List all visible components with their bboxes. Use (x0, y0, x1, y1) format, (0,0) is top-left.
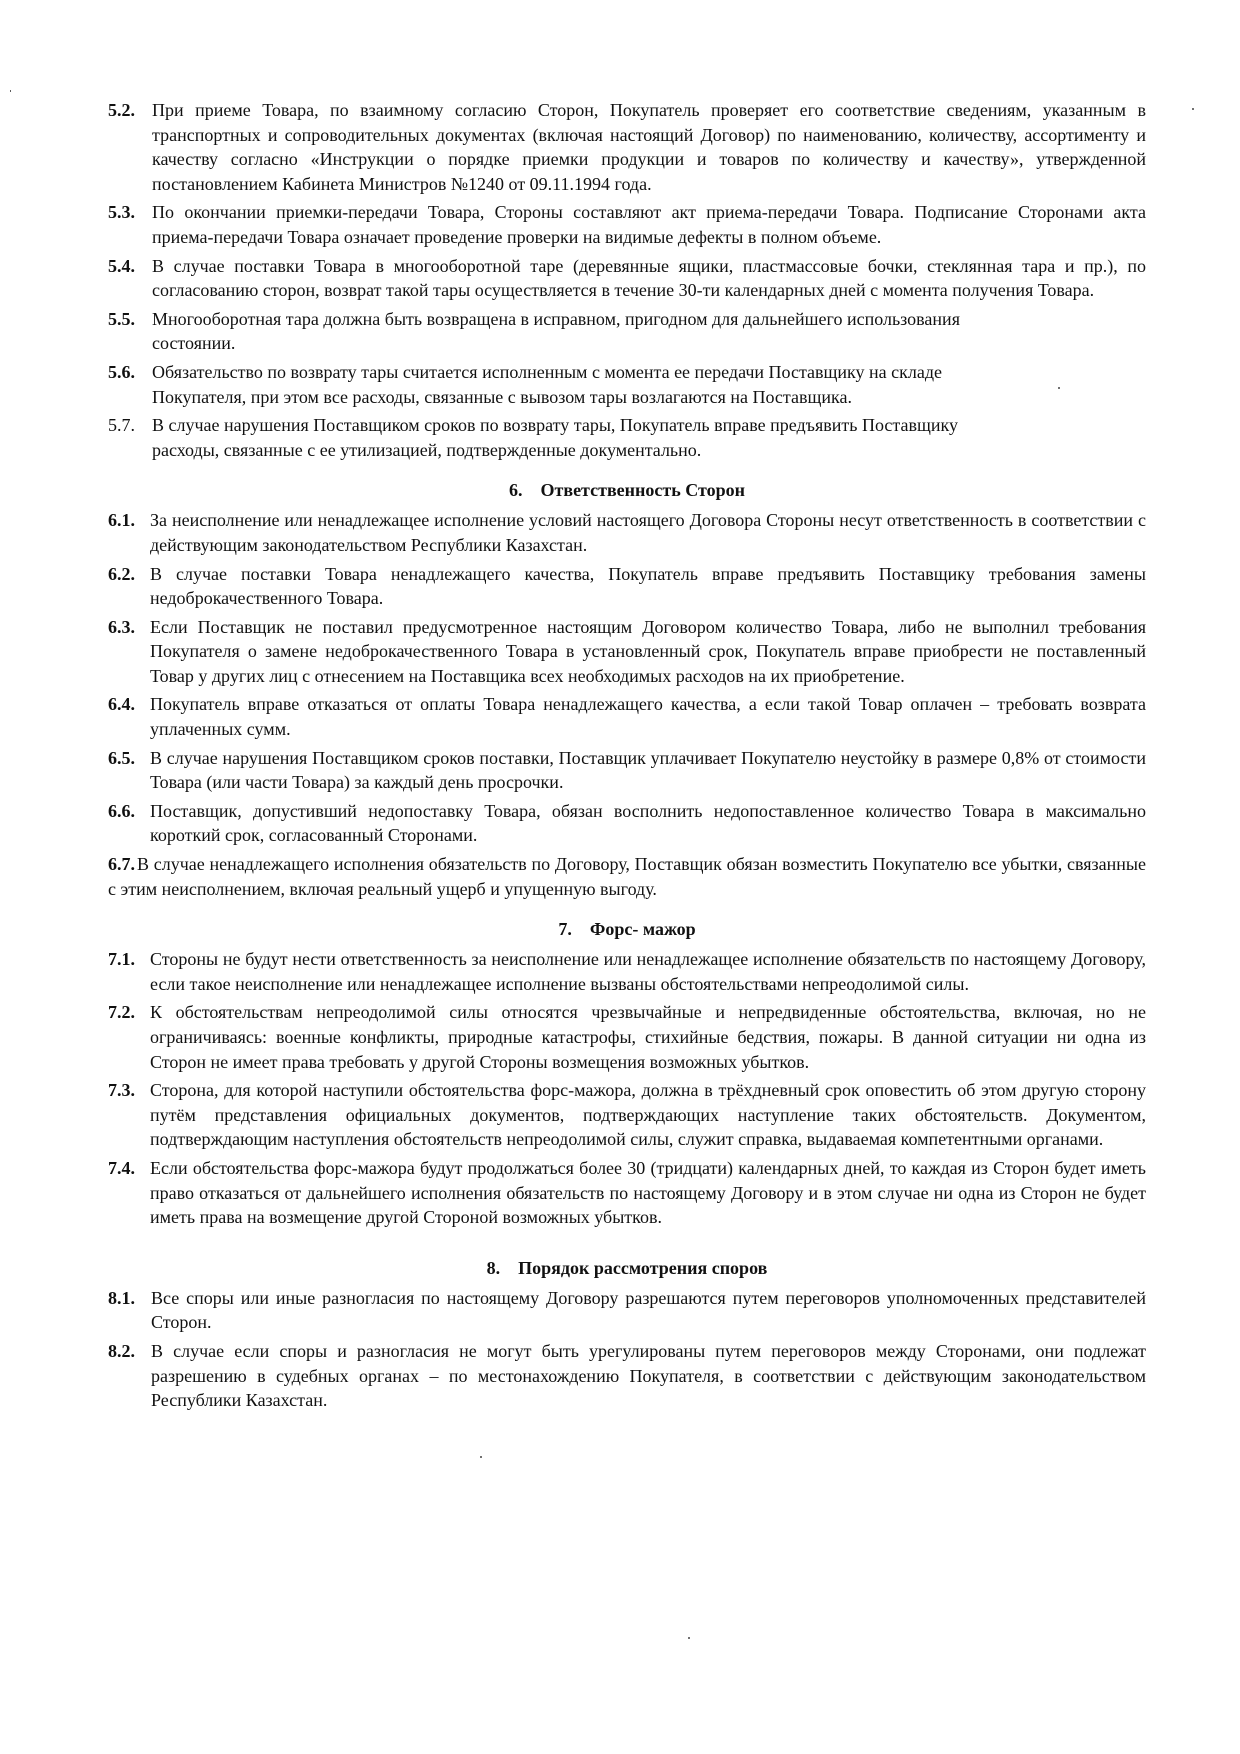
clause-number: 6.5. (108, 747, 135, 768)
scan-speck (1192, 108, 1194, 110)
clause-text: Поставщик, допустивший недопоставку Товара, обязан восполнить недопоставленное количество Товара в максимально короткий срок, согласованный Сторонами. (150, 800, 1146, 846)
section-title: Ответственность Сторон (540, 480, 745, 501)
clause-text: Если обстоятельства форс-мажора будут продолжаться более 30 (тридцати) календарных дней, то каждая из Сторон будет иметь право отказаться от дальнейшего исполнения обязательств по настоящему Договору и в этом случае ни одна из Сторон не будет иметь права на возмещение другой Стороной возможных убытков. (150, 1157, 1146, 1228)
section-number: 6. (509, 480, 523, 501)
section-number: 8. (486, 1257, 501, 1278)
clause-number: 7.4. (108, 1157, 135, 1178)
clause-6-1 (108, 508, 1146, 557)
clause-7-1 (108, 947, 1146, 996)
clause-text: Покупатель вправе отказаться от оплаты Товара ненадлежащего качества, а если такой Товар оплачен – требовать возврата уплаченных сумм. (150, 694, 1146, 740)
clause-text: По окончании приемки-передачи Товара, Стороны составляют акт приема-передачи Товара. Подписание Сторонами акта приема-передачи Товара означает проведение проверки на видимые дефекты в полном объеме. (152, 202, 1146, 247)
clause-number: 5.7. (108, 415, 135, 436)
clause-5-6 (108, 360, 1008, 409)
clause-text: В случае ненадлежащего исполнения обязательств по Договору, Поставщик обязан возместить Покупателю все убытки, связанные с этим неисполнением, включая реальный ущерб и упущенную выгоду. (108, 854, 1146, 899)
clause-5-7 (108, 413, 1008, 462)
clause-text: К обстоятельствам непреодолимой силы относятся чрезвычайные и непредвиденные обстоятельства, включая, но не ограничиваясь: военные конфликты, природные катастрофы, стихийные бедствия, пожары. В данной ситуации ни одна из Сторон не имеет права требовать у другой Стороны возмещения возможных убытков. (150, 1002, 1146, 1072)
clause-number: 5.3. (108, 202, 135, 223)
clause-text: Обязательство по возврату тары считается исполненным с момента ее передачи Поставщику на складе Покупателя, при этом все расходы, связанные с вывозом тары возлагаются на Поставщика. (152, 361, 943, 407)
clause-text: В случае если споры и разногласия не могут быть урегулированы путем переговоров между Сторонами, они подлежат разрешению в судебных органах – по местонахождению Покупателя, в соответствии с действующим законодательством Республики Казахстан. (151, 1340, 1146, 1411)
clause-number: 6.1. (108, 510, 135, 531)
clause-number: 5.5. (108, 308, 135, 329)
clause-text: Многооборотная тара должна быть возвращена в исправном, пригодном для дальнейшего использования состоянии. (152, 308, 960, 354)
clause-number: 6.6. (108, 800, 135, 821)
clause-6-2 (108, 562, 1146, 611)
section-heading-7 (108, 917, 1146, 941)
clause-text: В случае нарушения Поставщиком сроков поставки, Поставщик уплачивает Покупателю неустойку в размере 0,8% от стоимости Товара (или части Товара) за каждый день просрочки. (150, 747, 1146, 793)
clause-5-4 (108, 254, 1146, 303)
clause-text: В случае нарушения Поставщиком сроков по возврату тары, Покупатель вправе предъявить Поставщику расходы, связанные с ее утилизацией, подтвержденные документально. (152, 415, 958, 460)
section-8 (108, 1286, 1146, 1413)
section-title: Форс- мажор (589, 919, 696, 940)
section-number: 7. (558, 919, 572, 940)
clause-5-2 (108, 98, 1146, 196)
clause-text: Сторона, для которой наступили обстоятельства форс-мажора, должна в трёхдневный срок оповестить об этом другую сторону путём представления официальных документов, подтверждающих наступление таких обстоятельств. Документом, подтверждающим наступления обстоятельств непреодолимой силы, служит справка, выдаваемая компетентными органами. (150, 1080, 1146, 1150)
clause-7-3 (108, 1078, 1146, 1152)
section-6 (108, 508, 1146, 901)
scan-speck (480, 1456, 482, 1458)
clause-text: Стороны не будут нести ответственность за неисполнение или ненадлежащее исполнение обязательств по настоящему Договору, если такое неисполнение или ненадлежащее исполнение вызваны обстоятельствами непреодолимой силы. (150, 949, 1146, 994)
clause-text: В случае поставки Товара ненадлежащего качества, Покупатель вправе предъявить Поставщику требования замены недоброкачественного Товара. (150, 563, 1146, 609)
section-7 (108, 947, 1146, 1230)
section-heading-8 (108, 1256, 1146, 1280)
clause-text: Если Поставщик не поставил предусмотренное настоящим Договором количество Товара, либо не выполнил требования Покупателя о замене недоброкачественного Товара в установленный срок, Покупатель вправе приобрести не поставленный Товар у других лиц с отнесением на Поставщика всех необходимых расходов на их приобретение. (150, 616, 1146, 686)
clause-number: 7.1. (108, 949, 135, 970)
clause-8-1 (108, 1286, 1146, 1335)
clause-text: Все споры или иные разногласия по настоящему Договору разрешаются путем переговоров уполномоченных представителей Сторон. (151, 1287, 1146, 1333)
clause-7-4 (108, 1156, 1146, 1230)
clause-number: 5.6. (108, 361, 135, 382)
clause-6-4 (108, 692, 1146, 741)
clause-number: 6.3. (108, 616, 135, 637)
clause-number: 8.1. (108, 1287, 135, 1308)
clause-8-2 (108, 1339, 1146, 1413)
clause-number: 5.2. (108, 100, 135, 120)
section-heading-6 (108, 478, 1146, 502)
clause-text: В случае поставки Товара в многооборотной таре (деревянные ящики, пластмассовые бочки, стеклянная тара и пр.), по согласованию сторон, возврат такой тары осуществляется в течение 30-ти календарных дней с момента получения Товара. (152, 255, 1146, 301)
clause-6-6 (108, 799, 1146, 848)
document-body (108, 98, 1146, 1417)
clause-number: 6.2. (108, 563, 135, 584)
clause-number: 7.3. (108, 1080, 135, 1101)
clause-6-5 (108, 746, 1146, 795)
scan-speck (688, 1637, 690, 1639)
clause-6-7 (108, 852, 1146, 901)
clause-6-3 (108, 615, 1146, 689)
clause-number: 8.2. (108, 1340, 135, 1361)
clause-5-5 (108, 307, 1008, 356)
clause-number: 6.4. (108, 694, 135, 715)
section-5 (108, 98, 1146, 462)
scan-speck (10, 90, 11, 92)
clause-text: При приеме Товара, по взаимному согласию Сторон, Покупатель проверяет его соответствие сведениям, указанным в транспортных и сопроводительных документах (включая настоящий Договор) по наименованию, количеству, ассортименту и качеству согласно «Инструкции о порядке приемки продукции и товаров по количеству и качеству», утвержденной постановлением Кабинета Министров №1240 от 09.11.1994 года. (152, 100, 1146, 194)
scan-speck (1058, 387, 1060, 389)
clause-number: 7.2. (108, 1002, 135, 1023)
section-title: Порядок рассмотрения споров (518, 1257, 768, 1278)
clause-7-2 (108, 1000, 1146, 1074)
clause-number: 5.4. (108, 255, 135, 276)
clause-text: За неисполнение или ненадлежащее исполнение условий настоящего Договора Стороны несут ответственность в соответствии с действующим законодательством Республики Казахстан. (150, 510, 1146, 555)
clause-5-3 (108, 200, 1146, 249)
clause-number: 6.7. (108, 854, 135, 875)
